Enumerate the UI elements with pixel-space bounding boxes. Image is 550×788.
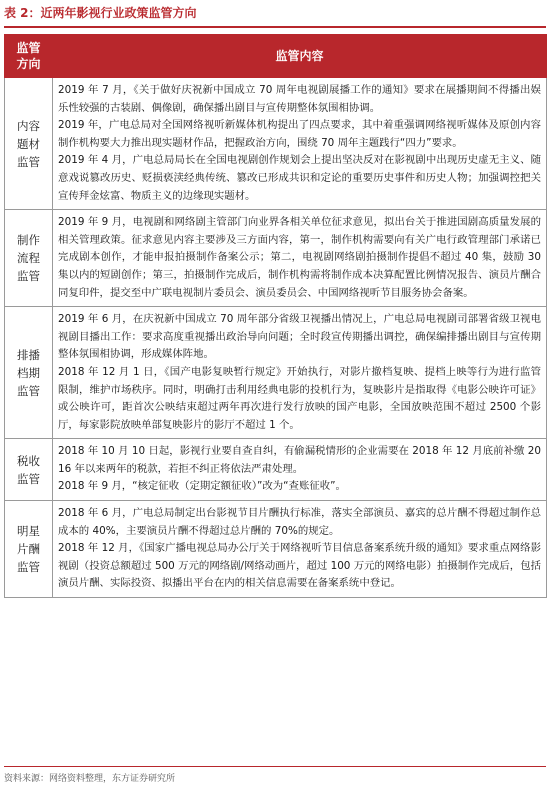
row-category: [5, 307, 53, 439]
content-paragraph: 2019 年 9 月，电视剧和网络剧主管部门向业界各相关单位征求意见，拟出台关于推进国剧高质量发展的相关管理政策。征求意见内容主要涉及三方面内容，第一，制作机构需要向有关广电行政管理部门承诺已完成剧本创作，才能申报拍摄制作备案公示；第二，电视剧网络剧拍摄制作提倡不超过 40 集，鼓励 30 集以内的短剧创作；第三，拍摄制作完成后，制作机构需将制作成本决算配置比例情况报告、演员片酬合同复印件，提交至中广联电视制片委员会、演员委员会、中国网络视听节目服务协会备案。: [58, 216, 541, 299]
content-paragraph: 2018 年 9 月，“核定征收（定期定额征收）”改为“查账征收”。: [58, 480, 346, 493]
content-paragraph: 2019 年 4 月，广电总局局长在全国电视剧创作规划会上提出坚决反对在影视剧中出现历史虚无主义、随意戏说篡改历史、贬损亵渎经典传统、篡改已形成共识和定论的重要历史事件和历史人物；加强调控把关宣传拜金炫富、物质主义的边缘现实题材。: [58, 154, 541, 202]
table-row: [5, 210, 547, 307]
content-paragraph: 2019 年 7 月，《关于做好庆祝新中国成立 70 周年电视剧展播工作的通知》要求在展播期间不得播出娱乐性较强的古装剧、偶像剧，确保播出剧目与宣传期整体氛围相协调。: [58, 84, 541, 114]
policy-table: [4, 34, 547, 598]
row-category: [5, 501, 53, 598]
table-row: [5, 501, 547, 598]
category-line: 监管: [17, 269, 40, 284]
title-divider: [4, 26, 546, 28]
category-line: 监管: [17, 471, 40, 486]
category-line: 监管: [17, 560, 40, 575]
table-row: [5, 439, 547, 501]
row-content: [53, 210, 547, 307]
source-divider: [4, 766, 546, 767]
header-category-line: 监管: [16, 41, 41, 55]
category-line: 档期: [17, 365, 40, 380]
category-line: 监管: [17, 383, 40, 398]
category-line: 制作: [17, 233, 40, 248]
row-content: [53, 307, 547, 439]
header-category: [5, 35, 53, 78]
header-category-line: 方向: [16, 57, 41, 71]
category-line: 内容: [17, 118, 40, 133]
content-paragraph: 2018 年 12 月，《国家广播电视总局办公厅关于网络视听节目信息备案系统升级的通知》要求重点网络影视剧（投资总额超过 500 万元的网络剧/网络动画片，超过 100 万元的网络电影）拍摄制作完成后，包括演员片酬、实际投资、拟播出平台在内的相关信息需要在备案系统中登记。: [58, 542, 541, 590]
category-line: 流程: [17, 251, 40, 266]
row-category: [5, 439, 53, 501]
category-line: 税收: [17, 453, 40, 468]
table-row: [5, 78, 547, 210]
header-content: 监管内容: [53, 35, 547, 78]
row-category: [5, 210, 53, 307]
row-content: [53, 78, 547, 210]
category-line: 排播: [17, 347, 40, 362]
content-paragraph: 2018 年 12 月 1 日，《国产电影复映暂行规定》开始执行，对影片撤档复映、提档上映等行为进行监管限制，维护市场秩序。同时，明确打击利用经典电影的投机行为，复映影片是指取得《电影公映许可证》或公映许可，距首次公映结束超过两年再次进行发行放映的国产电影，全国放映范围不超过 2500 个影厅，每家影院放映单部复映影片的影厅不超过 1 个。: [58, 365, 541, 431]
category-line: 片酬: [17, 542, 40, 557]
category-line: 明星: [17, 524, 40, 539]
content-paragraph: 2019 年，广电总局对全国网络视听新媒体机构提出了四点要求，其中着重强调网络视听媒体及原创内容制作机构要大力推出现实题材作品，把握政治方向，围绕 70 周年主题践行“四力”要求。: [58, 119, 541, 149]
row-content: [53, 501, 547, 598]
content-paragraph: 2019 年 6 月，在庆祝新中国成立 70 周年部分省级卫视播出情况上，广电总局电视剧司部署省级卫视电视剧目播出工作：要求高度重视播出政治导向问题；全时段宣传期播出调控，确保编排播出剧目与宣传期整体氛围相协调，形成媒体阵地。: [58, 313, 541, 361]
row-content: [53, 439, 547, 501]
category-line: 监管: [17, 154, 40, 169]
table-title: 表 2：近两年影视行业政策监管方向: [4, 6, 197, 20]
content-paragraph: 2018 年 10 月 10 日起，影视行业要自查自纠，有偷漏税情形的企业需要在 2018 年 12 月底前补缴 2016 年以来两年的税款，若拒不纠正将依法严肃处理。: [58, 445, 541, 475]
category-line: 题材: [17, 136, 40, 151]
row-category: [5, 78, 53, 210]
table-row: [5, 307, 547, 439]
content-paragraph: 2018 年 6 月，广电总局制定出台影视节目片酬执行标准，落实全部演员、嘉宾的总片酬不得超过制作总成本的 40%，主要演员片酬不得超过总片酬的 70%的规定。: [58, 507, 541, 537]
table-header-row: [5, 35, 547, 78]
source-note: 资料来源：网络资料整理，东方证券研究所: [4, 774, 176, 784]
